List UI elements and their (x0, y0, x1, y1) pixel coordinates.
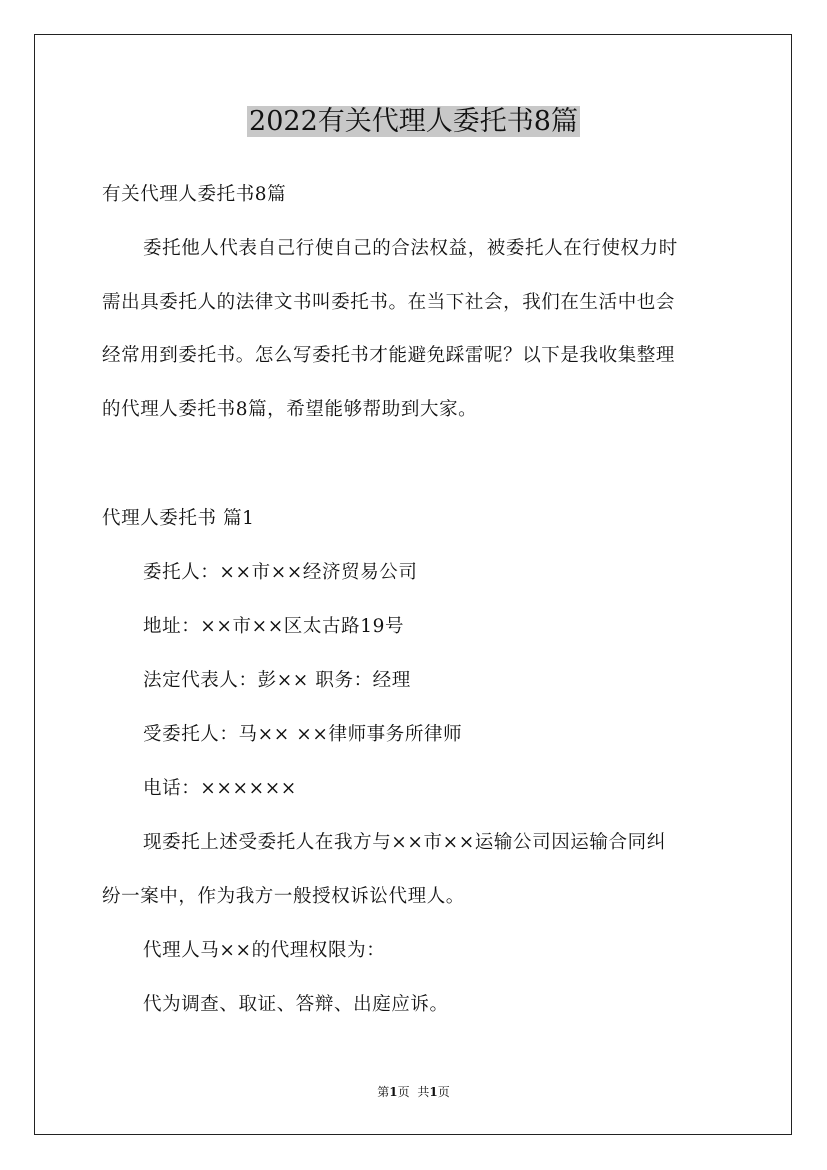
intro-paragraph-line: 委托他人代表自己行使自己的合法权益，被委托人在行使权力时 (143, 238, 678, 259)
authority-detail-line: 代为调查、取证、答辩、出庭应诉。 (143, 994, 449, 1015)
footer-total-label-b: 页 (437, 1085, 450, 1099)
legal-representative-line: 法定代表人：彭×× 职务：经理 (143, 670, 411, 691)
document-title (0, 102, 827, 142)
document-title-text: 2022有关代理人委托书8篇 (249, 106, 578, 137)
document-subtitle: 有关代理人委托书8篇 (102, 184, 287, 205)
intro-paragraph-line: 需出具委托人的法律文书叫委托书。在当下社会，我们在生活中也会 (102, 292, 676, 313)
agent-line: 受委托人：马×× ××律师事务所律师 (143, 724, 463, 745)
authority-heading-line: 代理人马××的代理权限为： (143, 940, 386, 961)
footer-page-current: 1 (389, 1085, 398, 1099)
entrustment-paragraph-line: 现委托上述受委托人在我方与××市××运输公司因运输合同纠 (143, 832, 666, 853)
footer-page-total: 1 (429, 1085, 438, 1099)
footer-page-label-a: 第 (377, 1085, 390, 1099)
footer-page-label-b: 页 (397, 1085, 410, 1099)
intro-paragraph-line: 的代理人委托书8篇，希望能够帮助到大家。 (102, 399, 478, 420)
principal-line: 委托人：××市××经济贸易公司 (143, 562, 418, 583)
page-footer (0, 1084, 827, 1100)
address-line: 地址：××市××区太古路19号 (143, 616, 405, 637)
section-heading: 代理人委托书 篇1 (102, 508, 255, 529)
footer-total-label-a: 共 (417, 1085, 430, 1099)
phone-line: 电话：×××××× (143, 778, 297, 799)
intro-paragraph-line: 经常用到委托书。怎么写委托书才能避免踩雷呢？以下是我收集整理 (102, 345, 676, 366)
entrustment-paragraph-line: 纷一案中，作为我方一般授权诉讼代理人。 (102, 886, 465, 907)
